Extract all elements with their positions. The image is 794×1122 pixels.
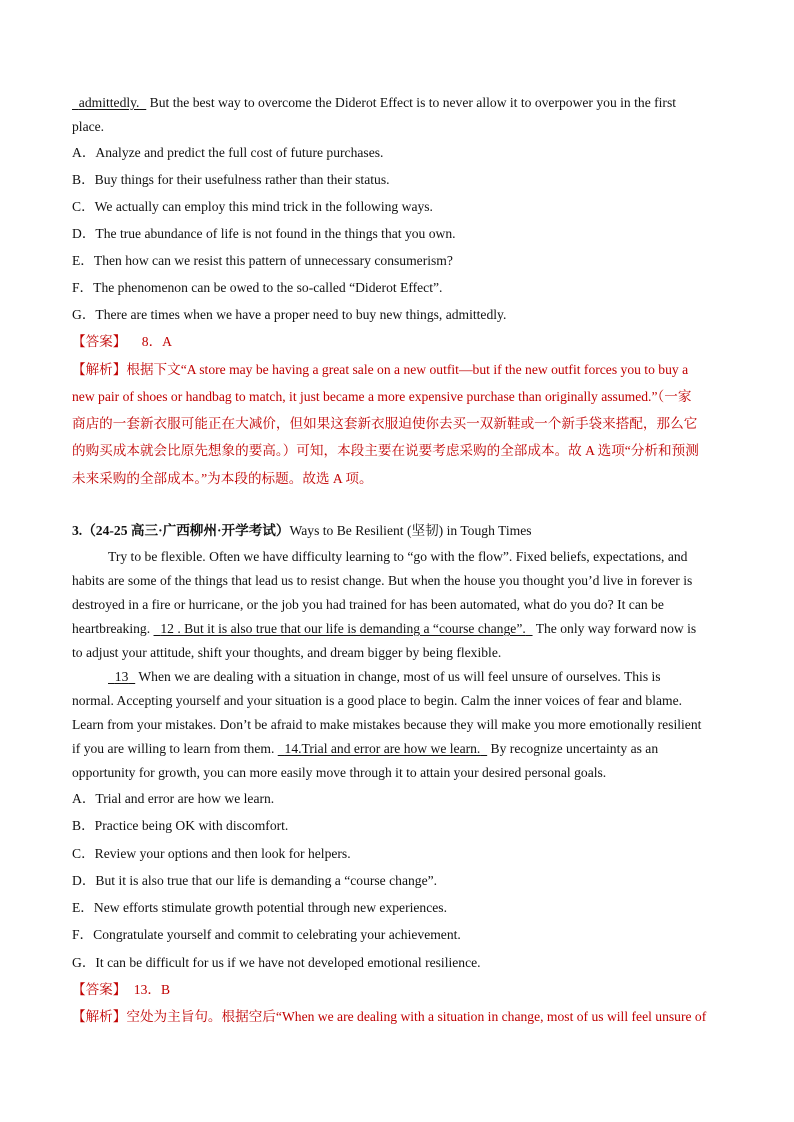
option-a: A．Analyze and predict the full cost of future purchases. <box>72 145 384 160</box>
option-c: C．We actually can employ this mind trick in the following ways. <box>72 199 433 214</box>
passage-line: destroyed in a fire or hurricane, or the job you had trained for has been automated, what do you do? It can be <box>72 597 664 612</box>
passage-title: Ways to Be Resilient (坚韧) in Tough Times <box>289 523 532 538</box>
question-heading <box>72 522 532 540</box>
passage-line: place. <box>72 119 105 134</box>
analysis-line <box>72 1008 706 1026</box>
answer-label: 【答案】 <box>72 982 127 997</box>
option-f: F．Congratulate yourself and commit to celebrating your achievement. <box>72 927 461 942</box>
question-source: 3.（24-25 高三·广西柳州·开学考试） <box>72 523 290 538</box>
answer-blank-14: 14.Trial and error are how we learn. <box>284 741 481 756</box>
answer-label: 【答案】 <box>72 334 127 349</box>
answer-blank-13: 13 <box>114 669 129 684</box>
passage-text: if you are willing to learn from them. <box>72 741 275 756</box>
analysis-label: 【解析】 <box>72 1009 127 1024</box>
passage-text: The only way forward now is <box>535 621 697 636</box>
analysis-label: 【解析】 <box>72 362 127 377</box>
passage-line: Try to be flexible. Often we have difficulty learning to “go with the flow”. Fixed beliefs, expectations, and <box>108 549 688 564</box>
answer-blank-12: 12 . But it is also true that our life is demanding a “course change”. <box>160 621 526 636</box>
option-f: F．The phenomenon can be owed to the so-called “Diderot Effect”. <box>72 280 443 295</box>
passage-line: habits are some of the things that lead us to resist change. But when the house you thought you’d live in forever is <box>72 573 693 588</box>
option-g: G．There are times when we have a proper need to buy new things, admittedly. <box>72 307 507 322</box>
option-b: B．Buy things for their usefulness rather than their status. <box>72 172 390 187</box>
option-a: A．Trial and error are how we learn. <box>72 791 275 806</box>
passage-line: Learn from your mistakes. Don’t be afraid to make mistakes because they will make you more emotionally resilient <box>72 717 702 732</box>
passage-line: opportunity for growth, you can more easily move through it to attain your desired personal goals. <box>72 765 607 780</box>
analysis-line: 的购买成本就会比原先想象的要高。）可知，本段主要在说要考虑采购的全部成本。故 A 选项“分析和预测 <box>72 443 699 458</box>
answer-line <box>72 981 170 999</box>
answer-value: 13．B <box>133 982 171 997</box>
analysis-line <box>72 361 688 379</box>
option-c: C．Review your options and then look for helpers. <box>72 846 351 861</box>
analysis-text: 空处为主旨句。根据空后“When we are dealing with a situation in change, most of us will feel unsure of <box>126 1009 707 1024</box>
passage-text: When we are dealing with a situation in change, most of us will feel unsure of ourselves. This is <box>138 669 661 684</box>
passage-text: But the best way to overcome the Diderot Effect is to never allow it to overpower you in the first <box>149 95 677 110</box>
option-d: D．The true abundance of life is not found in the things that you own. <box>72 226 456 241</box>
passage-text: heartbreaking. <box>72 621 151 636</box>
analysis-text: 根据下文“A store may be having a great sale on a new outfit—but if the new outfit forces you to buy a <box>126 362 689 377</box>
answer-blank: admittedly. <box>78 95 140 110</box>
passage-line: to adjust your attitude, shift your thoughts, and dream bigger by being flexible. <box>72 645 502 660</box>
option-e: E．New efforts stimulate growth potential through new experiences. <box>72 900 447 915</box>
option-b: B．Practice being OK with discomfort. <box>72 818 289 833</box>
answer-line <box>72 333 172 351</box>
analysis-line: 商店的一套新衣服可能正在大减价，但如果这套新衣服迫使你去买一双新鞋或一个新手袋来搭配，那么它 <box>72 416 698 431</box>
passage-line: normal. Accepting yourself and your situation is a good place to begin. Calm the inner voices of fear and blame. <box>72 693 683 708</box>
option-e: E．Then how can we resist this pattern of unnecessary consumerism? <box>72 253 453 268</box>
answer-value: 8．A <box>141 334 172 349</box>
analysis-line: 未来采购的全部成本。”为本段的标题。故选 A 项。 <box>72 471 373 486</box>
option-d: D．But it is also true that our life is demanding a “course change”. <box>72 873 438 888</box>
passage-line <box>72 740 658 758</box>
passage-line <box>72 94 676 112</box>
passage-text: By recognize uncertainty as an <box>490 741 659 756</box>
option-g: G．It can be difficult for us if we have not developed emotional resilience. <box>72 955 481 970</box>
passage-line <box>108 668 661 686</box>
passage-line <box>72 620 696 638</box>
analysis-line: new pair of shoes or handbag to match, it just became a more expensive purchase than originally assumed.”（一家 <box>72 389 692 404</box>
